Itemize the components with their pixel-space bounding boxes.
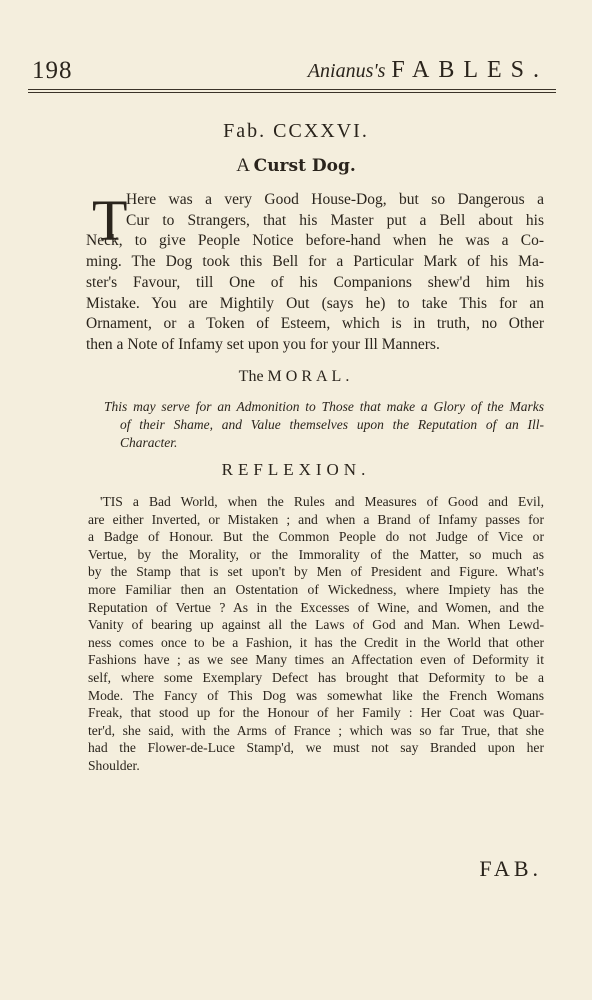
fable-title — [0, 155, 592, 177]
reflexion-text — [88, 493, 544, 775]
reflexion-line: ter'd, she said, with the Arms of France ; which was so far True, that she — [88, 722, 544, 738]
running-title-fables: FABLES. — [391, 57, 548, 83]
fable-number: Fab. CCXXVI. — [223, 120, 369, 142]
moral-heading — [0, 368, 592, 386]
reflexion-line: Freak, that stood up for the Honour of her Family : Her Coat was Quar- — [88, 705, 544, 721]
header-rule-bottom — [28, 92, 556, 93]
reflexion-line: 'TIS a Bad World, when the Rules and Measures of Good and Evil, — [100, 494, 544, 509]
reflexion-line: Fashions have ; as we see Many times an Affectation even of Deformity it — [88, 652, 544, 668]
fable-text — [86, 190, 544, 356]
fable-line: then a Note of Infamy set upon you for your Ill Manners. — [86, 335, 440, 353]
moral-line: This may serve for an Admonition to Those that make a Glory of the Marks — [104, 399, 544, 414]
reflexion-heading: REFLEXION. — [221, 460, 371, 479]
fable-line: Neck, to give People Notice before-hand when he was a Co- — [86, 232, 544, 250]
catchword: FAB. — [479, 856, 542, 881]
reflexion-line: are either Inverted, or Mistaken ; and when a Brand of Infamy passes for — [88, 511, 544, 527]
reflexion-line: self, where some Exemplary Defect has brought that Deformity to be a — [88, 669, 544, 685]
fable-line: Here was a very Good House-Dog, but so Dangerous a — [126, 191, 544, 208]
drop-cap: T — [92, 188, 128, 253]
page-number: 198 — [32, 57, 73, 84]
moral-heading-word: MORAL. — [267, 368, 354, 385]
moral-line: of their Shame, and Value themselves upon the Reputation of an Ill- — [120, 417, 544, 432]
reflexion-line: by the Stamp that is set upon't by Men of President and Figure. What's — [88, 564, 544, 580]
fable-line: Cur to Strangers, that his Master put a Bell about his — [126, 211, 544, 229]
reflexion-line: a Badge of Honour. But the Common People do not Judge of Vice or — [88, 529, 544, 545]
fable-title-article: A — [236, 155, 249, 176]
reflexion-line: Vertue, by the Morality, or the Immorality of the Matter, so much as — [88, 546, 544, 562]
reflexion-line: Shoulder. — [88, 757, 140, 773]
reflexion-line: Reputation of Vertue ? As in the Excesses of Wine, and Women, and the — [88, 599, 544, 615]
fable-title-name: Curst Dog. — [253, 156, 356, 176]
reflexion-line: had the Flower-de-Luce Stamp'd, we must not say Branded upon her — [88, 740, 544, 756]
fable-line: Ornament, or a Token of Esteem, which is in truth, no Other — [86, 315, 544, 333]
fable-line: ster's Favour, till One of his Companions shew'd him his — [86, 273, 544, 291]
reflexion-line: Mode. The Fancy of This Dog was somewhat like the French Womans — [88, 687, 544, 703]
reflexion-line: more Familiar then an Ostentation of Wickedness, where Impiety has the — [88, 581, 544, 597]
fable-line: Mistake. You are Mightily Out (says he) to take This for an — [86, 294, 544, 312]
running-title — [308, 57, 548, 84]
header-rule-top — [28, 89, 556, 90]
running-title-author: Anianus's — [307, 60, 386, 82]
moral-text — [104, 398, 544, 452]
reflexion-line: Vanity of bearing up against all the Laws of God and Man. When Lewd- — [88, 617, 544, 633]
reflexion-line: ness comes once to be a Fashion, it has the Credit in the World that other — [88, 634, 544, 650]
fable-line: ming. The Dog took this Bell for a Particular Mark of his Ma- — [86, 253, 544, 271]
running-head — [28, 55, 556, 85]
moral-heading-the: The — [238, 368, 264, 385]
moral-line: Character. — [120, 435, 178, 450]
